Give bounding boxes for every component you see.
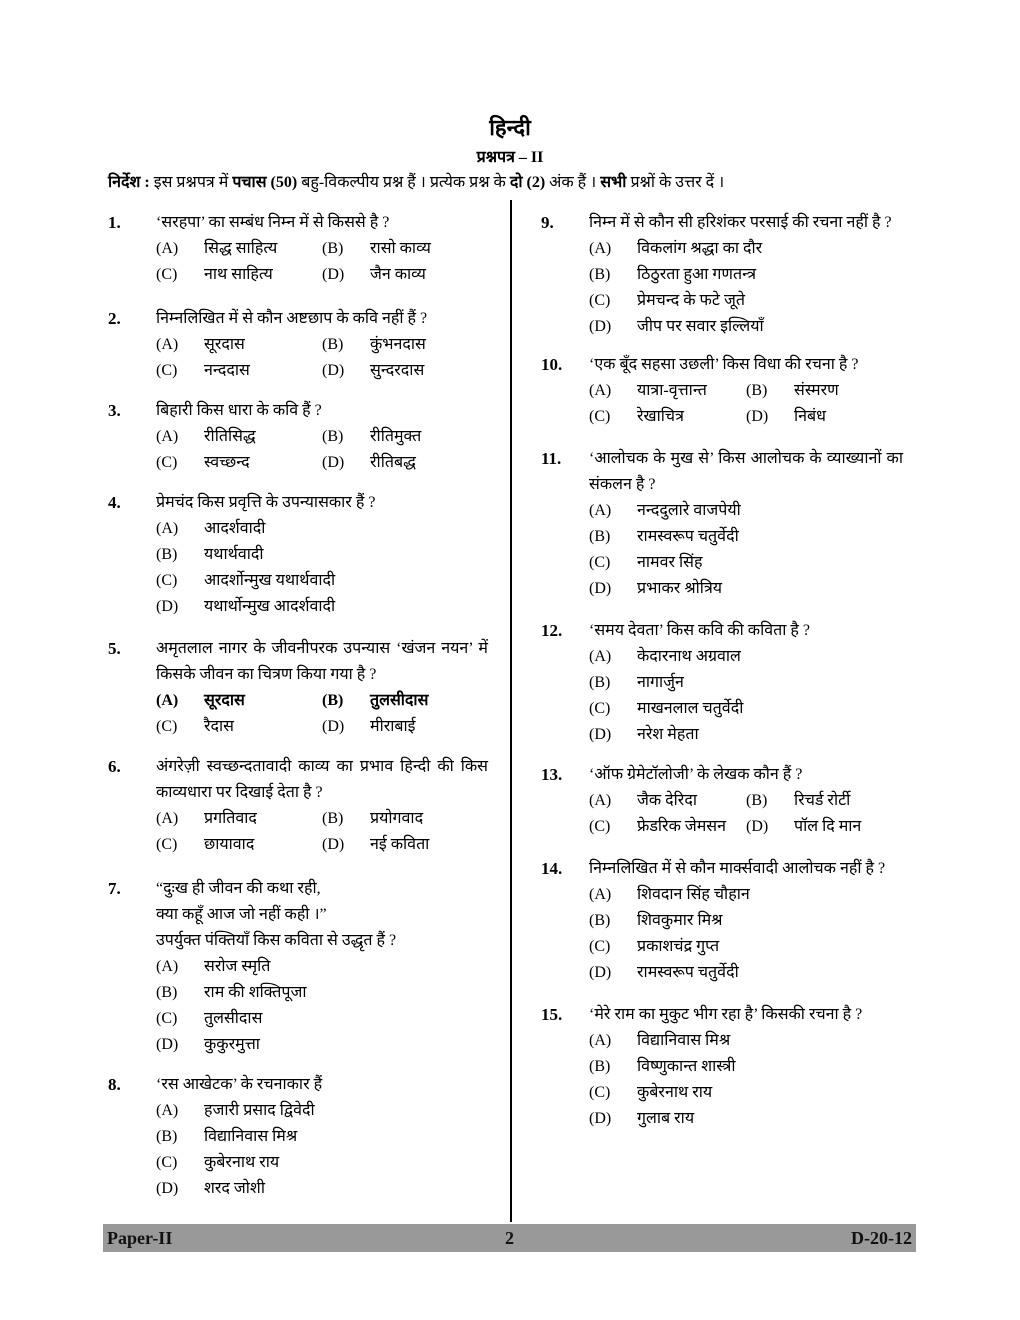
question-number: 12. — [541, 621, 563, 640]
option-a[interactable] — [156, 236, 322, 262]
option-label: (C) — [589, 1084, 611, 1101]
question-number: 9. — [541, 213, 554, 232]
option-text: प्रयोगवाद — [370, 810, 424, 827]
option-text: माखनलाल चतुर्वेदी — [637, 700, 744, 717]
option-text: रेखाचित्र — [637, 408, 684, 425]
question-number: 2. — [108, 309, 121, 328]
option-text: मीराबाई — [370, 718, 416, 735]
option-label: (D) — [156, 1180, 179, 1197]
option-d[interactable] — [322, 832, 488, 858]
option-label: (C) — [156, 266, 178, 283]
question-number: 6. — [108, 757, 121, 776]
option-a[interactable] — [589, 236, 903, 262]
option-label: (D) — [589, 964, 612, 981]
question-stem-line: क्या कहूँ आज जो नहीं कही ।” — [156, 906, 327, 923]
option-label: (D) — [322, 718, 345, 735]
option-text: प्रभाकर श्रोत्रिय — [637, 580, 723, 597]
options-group — [156, 236, 488, 288]
option-b[interactable] — [589, 524, 903, 550]
option-text: निबंध — [794, 408, 827, 425]
question-number: 5. — [108, 639, 121, 658]
option-a[interactable] — [589, 1028, 903, 1054]
question-stem: अंगरेज़ी स्वच्छन्दतावादी काव्य का प्रभाव हिन्दी की किस काव्यधारा पर दिखाई देता है ? — [156, 758, 488, 801]
option-text: हजारी प्रसाद द्विवेदी — [204, 1102, 315, 1119]
question-number: 8. — [108, 1075, 121, 1094]
option-b[interactable] — [589, 908, 903, 934]
option-text: सुन्दरदास — [370, 362, 425, 379]
question-stem: ‘मेरे राम का मुकुट भीग रहा है’ किसकी रचना है ? — [589, 1006, 863, 1023]
option-a[interactable] — [156, 516, 488, 542]
options-group — [589, 644, 903, 748]
option-label: (B) — [589, 528, 611, 545]
option-b[interactable] — [589, 670, 903, 696]
option-label: (D) — [746, 818, 769, 835]
options-row — [156, 424, 488, 450]
options-row — [156, 714, 488, 740]
option-label: (B) — [322, 810, 344, 827]
option-text: प्रकाशचंद्र गुप्त — [637, 938, 720, 955]
option-d[interactable] — [589, 1106, 903, 1132]
option-label: (C) — [589, 292, 611, 309]
option-label: (A) — [156, 810, 179, 827]
option-label: (A) — [589, 382, 612, 399]
options-group — [589, 1028, 903, 1132]
option-a[interactable] — [156, 688, 322, 714]
question-item — [108, 876, 488, 1058]
option-label: (C) — [156, 572, 178, 589]
option-text: रीतिसिद्ध — [204, 428, 256, 445]
left-column — [108, 210, 488, 1202]
option-c[interactable] — [589, 404, 746, 430]
page-footer — [103, 1224, 916, 1252]
instructions — [108, 170, 918, 192]
question-number: 1. — [108, 213, 121, 232]
option-text: जीप पर सवार इल्लियाँ — [637, 318, 764, 335]
options-row — [156, 262, 488, 288]
option-label: (D) — [322, 362, 345, 379]
question-stem: ‘रस आखेटक’ के रचनाकार हैं — [156, 1076, 323, 1093]
question-stem: ‘ऑफ ग्रेमेटॉलोजी’ के लेखक कौन हैं ? — [589, 766, 803, 783]
options-group — [156, 424, 488, 476]
option-label: (C) — [589, 700, 611, 717]
options-group — [156, 332, 488, 384]
option-a[interactable] — [589, 882, 903, 908]
option-label: (C) — [156, 718, 178, 735]
option-label: (B) — [746, 792, 768, 809]
options-row — [156, 358, 488, 384]
question-item — [541, 762, 903, 840]
option-text: जैक देरिदा — [637, 792, 697, 809]
question-stem: बिहारी किस धारा के कवि हैं ? — [156, 402, 322, 419]
option-text: फ्रेडरिक जेमसन — [637, 818, 727, 835]
option-d[interactable] — [322, 262, 488, 288]
option-label: (C) — [589, 818, 611, 835]
option-b[interactable] — [589, 1054, 903, 1080]
option-text: ठिठुरता हुआ गणतन्त्र — [637, 266, 757, 283]
option-b[interactable] — [156, 980, 488, 1006]
paper-subtitle: प्रश्नपत्र – II — [476, 149, 544, 166]
option-d[interactable] — [746, 814, 903, 840]
option-d[interactable] — [589, 314, 903, 340]
question-number: 13. — [541, 765, 563, 784]
option-c[interactable] — [589, 814, 746, 840]
option-label: (C) — [589, 554, 611, 571]
option-label: (D) — [589, 1110, 612, 1127]
option-text: विद्यानिवास मिश्र — [637, 1032, 731, 1049]
option-text: रीतिमुक्त — [370, 428, 422, 445]
option-c[interactable] — [156, 262, 322, 288]
option-text: कुबेरनाथ राय — [204, 1154, 280, 1171]
question-item — [108, 754, 488, 858]
question-stem: ‘समय देवता’ किस कवि की कविता है ? — [589, 622, 810, 639]
options-group — [156, 806, 488, 858]
option-text: विद्यानिवास मिश्र — [204, 1128, 298, 1145]
options-row — [156, 236, 488, 262]
option-b[interactable] — [156, 1124, 488, 1150]
option-label: (A) — [156, 1102, 179, 1119]
question-stem: प्रेमचंद किस प्रवृत्ति के उपन्यासकार हैं ? — [156, 494, 376, 511]
question-stem: निम्नलिखित में से कौन अष्टछाप के कवि नहीं हैं ? — [156, 310, 428, 327]
option-d[interactable] — [322, 358, 488, 384]
question-item — [108, 636, 488, 740]
option-label: (B) — [156, 1128, 178, 1145]
options-row — [156, 332, 488, 358]
option-text: रासो काव्य — [370, 240, 431, 257]
footer-code: D-20-12 — [851, 1227, 912, 1248]
option-text: प्रगतिवाद — [204, 810, 257, 827]
question-item — [541, 446, 903, 602]
option-label: (B) — [322, 336, 344, 353]
question-stem-line: उपर्युक्त पंक्तियाँ किस कविता से उद्धृत हैं ? — [156, 932, 397, 949]
options-group — [589, 788, 903, 840]
options-row — [156, 688, 488, 714]
option-label: (D) — [322, 836, 345, 853]
option-label: (B) — [746, 382, 768, 399]
option-text: यथार्थोन्मुख आदर्शवादी — [204, 598, 336, 615]
option-b[interactable] — [322, 806, 488, 832]
option-b[interactable] — [322, 236, 488, 262]
option-text: सूरदास — [204, 692, 245, 709]
option-text: नन्ददुलारे वाजपेयी — [637, 502, 741, 519]
option-label: (D) — [322, 454, 345, 471]
option-text: कुबेरनाथ राय — [637, 1084, 713, 1101]
instructions-marks: दो (2) — [509, 174, 546, 191]
option-b[interactable] — [156, 542, 488, 568]
option-a[interactable] — [589, 644, 903, 670]
option-text: स्वच्छन्द — [204, 454, 250, 471]
option-label: (B) — [589, 674, 611, 691]
option-label: (B) — [156, 984, 178, 1001]
option-c[interactable] — [589, 1080, 903, 1106]
option-d[interactable] — [322, 714, 488, 740]
option-c[interactable] — [156, 450, 322, 476]
option-text: राम की शक्तिपूजा — [204, 984, 307, 1001]
option-label: (B) — [322, 692, 344, 709]
option-label: (C) — [589, 408, 611, 425]
option-label: (A) — [156, 428, 179, 445]
option-text: नाथ साहित्य — [204, 266, 273, 283]
option-label: (B) — [322, 240, 344, 257]
option-a[interactable] — [156, 332, 322, 358]
question-stem: अमृतलाल नागर के जीवनीपरक उपन्यास ‘खंजन नयन’ में किसके जीवन का चित्रण किया गया है ? — [156, 640, 488, 683]
option-text: आदर्शोन्मुख यथार्थवादी — [204, 572, 336, 589]
option-label: (A) — [156, 520, 179, 537]
option-a[interactable] — [156, 806, 322, 832]
option-label: (A) — [156, 240, 179, 257]
instructions-count: पचास (50) — [232, 174, 298, 191]
option-a[interactable] — [156, 424, 322, 450]
column-divider — [510, 200, 512, 1222]
question-item — [541, 210, 903, 340]
option-label: (A) — [589, 886, 612, 903]
option-label: (D) — [322, 266, 345, 283]
question-item — [108, 1072, 488, 1202]
option-d[interactable] — [156, 1176, 488, 1202]
option-text: रामस्वरूप चतुर्वेदी — [637, 964, 739, 981]
option-text: तुलसीदास — [204, 1010, 263, 1027]
option-label: (A) — [589, 240, 612, 257]
question-item — [541, 1002, 903, 1132]
option-d[interactable] — [746, 404, 903, 430]
option-text: नई कविता — [370, 836, 430, 853]
question-number: 15. — [541, 1005, 563, 1024]
question-number: 14. — [541, 859, 563, 878]
option-a[interactable] — [589, 378, 746, 404]
right-column — [541, 210, 903, 1132]
options-group — [156, 688, 488, 740]
option-text: केदारनाथ अग्रवाल — [637, 648, 741, 665]
option-b[interactable] — [322, 332, 488, 358]
option-label: (B) — [589, 912, 611, 929]
option-d[interactable] — [589, 722, 903, 748]
option-b[interactable] — [746, 788, 903, 814]
option-text: विष्णुकान्त शास्त्री — [637, 1058, 736, 1075]
option-text: शिवकुमार मिश्र — [637, 912, 723, 929]
option-d[interactable] — [156, 1032, 488, 1058]
options-row — [156, 806, 488, 832]
question-item — [541, 618, 903, 748]
instructions-label: निर्देश : — [108, 174, 150, 191]
options-group — [589, 236, 903, 340]
instructions-text: अंक हैं । — [545, 174, 601, 191]
options-row — [156, 450, 488, 476]
footer-paper-label: Paper-II — [107, 1227, 173, 1248]
question-stem: निम्नलिखित में से कौन मार्क्सवादी आलोचक नहीं है ? — [589, 860, 886, 877]
option-c[interactable] — [156, 358, 322, 384]
options-row — [589, 404, 903, 430]
option-label: (A) — [589, 792, 612, 809]
options-group — [589, 498, 903, 602]
option-a[interactable] — [589, 788, 746, 814]
option-label: (A) — [589, 1032, 612, 1049]
option-label: (D) — [156, 1036, 179, 1053]
option-label: (C) — [156, 1010, 178, 1027]
option-text: नन्ददास — [204, 362, 250, 379]
option-label: (B) — [322, 428, 344, 445]
option-text: शरद जोशी — [204, 1180, 265, 1197]
options-group — [589, 882, 903, 986]
option-label: (D) — [156, 598, 179, 615]
option-text: नागार्जुन — [637, 674, 684, 691]
option-b[interactable] — [589, 262, 903, 288]
question-stem-line: “दुःख ही जीवन की कथा रही, — [156, 880, 321, 897]
option-c[interactable] — [156, 832, 322, 858]
option-label: (D) — [589, 726, 612, 743]
options-group — [156, 1098, 488, 1202]
question-stem: निम्न में से कौन सी हरिशंकर परसाई की रचना नहीं है ? — [589, 214, 892, 231]
option-text: पॉल दि मान — [794, 818, 862, 835]
instructions-text: इस प्रश्नपत्र में — [149, 174, 233, 191]
option-text: गुलाब राय — [637, 1110, 695, 1127]
option-d[interactable] — [589, 960, 903, 986]
option-text: सिद्ध साहित्य — [204, 240, 278, 257]
option-text: यात्रा-वृत्तान्त — [637, 382, 707, 399]
option-label: (C) — [156, 454, 178, 471]
option-label: (C) — [589, 938, 611, 955]
option-label: (D) — [589, 580, 612, 597]
option-b[interactable] — [746, 378, 903, 404]
option-text: यथार्थवादी — [204, 546, 264, 563]
instructions-text: प्रश्नों के उत्तर दें । — [626, 174, 725, 191]
question-item — [108, 398, 488, 476]
option-text: रामस्वरूप चतुर्वेदी — [637, 528, 739, 545]
option-label: (C) — [156, 362, 178, 379]
options-row — [156, 832, 488, 858]
option-text: रीतिबद्ध — [370, 454, 416, 471]
option-d[interactable] — [589, 576, 903, 602]
option-text: जैन काव्य — [370, 266, 426, 283]
option-a[interactable] — [156, 1098, 488, 1124]
option-text: संस्मरण — [794, 382, 839, 399]
option-c[interactable] — [156, 568, 488, 594]
page-title: हिन्दी — [489, 115, 531, 140]
option-text: रिचर्ड रोर्टी — [794, 792, 851, 809]
footer-page-number: 2 — [505, 1227, 514, 1248]
option-a[interactable] — [156, 954, 488, 980]
option-b[interactable] — [322, 688, 488, 714]
instructions-all: सभी — [600, 174, 627, 191]
options-row — [589, 378, 903, 404]
option-b[interactable] — [322, 424, 488, 450]
option-text: नामवर सिंह — [637, 554, 703, 571]
question-number: 7. — [108, 879, 121, 898]
question-number: 4. — [108, 493, 121, 512]
option-label: (A) — [589, 502, 612, 519]
option-c[interactable] — [589, 696, 903, 722]
option-label: (D) — [589, 318, 612, 335]
question-number: 11. — [541, 449, 562, 468]
option-a[interactable] — [589, 498, 903, 524]
options-group — [589, 378, 903, 430]
options-row — [589, 788, 903, 814]
option-label: (D) — [746, 408, 769, 425]
question-item — [541, 856, 903, 986]
question-stem: ‘एक बूँद सहसा उछली’ किस विधा की रचना है ? — [589, 356, 859, 373]
option-label: (B) — [589, 266, 611, 283]
option-text: कुंभनदास — [370, 336, 426, 353]
option-label: (B) — [156, 546, 178, 563]
question-item — [108, 490, 488, 620]
option-text: प्रेमचन्द के फटे जूते — [637, 292, 745, 309]
option-text: शिवदान सिंह चौहान — [637, 886, 750, 903]
option-c[interactable] — [156, 1006, 488, 1032]
option-text: सरोज स्मृति — [204, 958, 271, 975]
option-text: तुलसीदास — [370, 692, 429, 709]
question-stem: ‘आलोचक के मुख से’ किस आलोचक के व्याख्यानों का संकलन है ? — [589, 450, 903, 493]
options-row — [589, 814, 903, 840]
option-text: रैदास — [204, 718, 235, 735]
option-label: (A) — [589, 648, 612, 665]
option-text: कुकुरमुत्ता — [204, 1036, 260, 1053]
option-c[interactable] — [589, 288, 903, 314]
question-item — [108, 210, 488, 288]
option-c[interactable] — [156, 1150, 488, 1176]
option-label: (A) — [156, 958, 179, 975]
question-number: 10. — [541, 355, 563, 374]
instructions-text: बहु-विकल्पीय प्रश्न हैं । प्रत्येक प्रश्न के — [297, 174, 510, 191]
option-d[interactable] — [322, 450, 488, 476]
question-item — [108, 306, 488, 384]
option-label: (A) — [156, 692, 179, 709]
option-text: छायावाद — [204, 836, 255, 853]
options-group — [156, 516, 488, 620]
option-c[interactable] — [589, 934, 903, 960]
option-c[interactable] — [156, 714, 322, 740]
option-text: नरेश मेहता — [637, 726, 699, 743]
option-label: (A) — [156, 336, 179, 353]
option-text: सूरदास — [204, 336, 245, 353]
question-item — [541, 352, 903, 430]
option-text: आदर्शवादी — [204, 520, 266, 537]
option-d[interactable] — [156, 594, 488, 620]
option-c[interactable] — [589, 550, 903, 576]
option-label: (C) — [156, 1154, 178, 1171]
option-label: (B) — [589, 1058, 611, 1075]
option-label: (C) — [156, 836, 178, 853]
option-text: विकलांग श्रद्धा का दौर — [637, 240, 763, 257]
options-group — [156, 954, 488, 1058]
question-stem: ‘सरहपा’ का सम्बंध निम्न में से किससे है ? — [156, 214, 390, 231]
question-number: 3. — [108, 401, 121, 420]
